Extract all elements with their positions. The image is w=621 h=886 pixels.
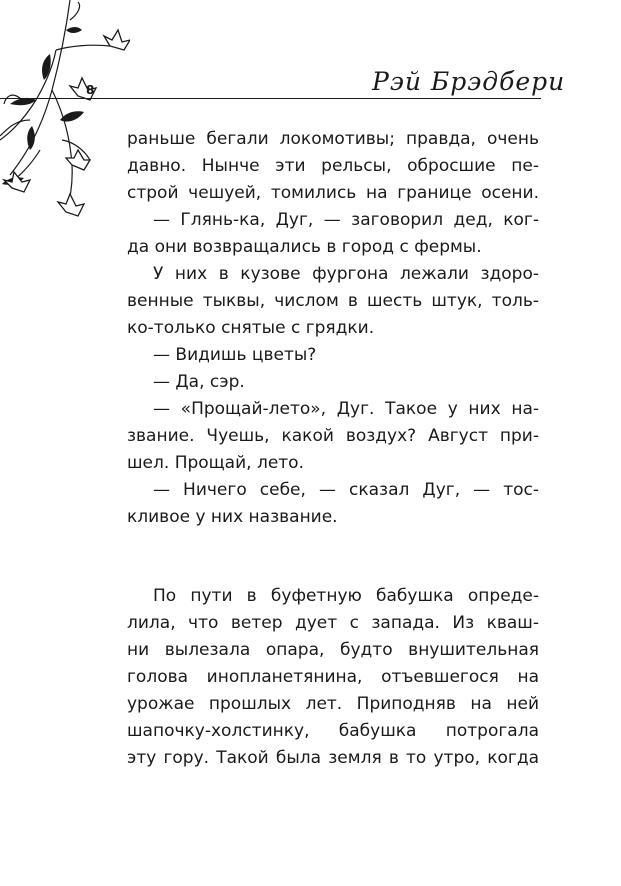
text-line: шапочку-холстинку, бабушка потрогала [127, 721, 539, 741]
text-line: По пути в буфетную бабушка опреде- [153, 586, 539, 606]
text-line: — Ничего себе, — сказал Дуг, — тос- [153, 480, 539, 500]
text-line: — Да, сэр. [153, 372, 245, 392]
text-line: строй чешуей, томились на границе осени. [127, 183, 539, 203]
text-line: У них в кузове фургона лежали здоро- [153, 264, 539, 284]
text-line: ни вылезала опара, будто внушительная [127, 640, 539, 660]
running-head-author: Рэй Брэдбери [372, 67, 566, 96]
text-line: раньше бегали локомотивы; правда, очень [127, 129, 539, 149]
text-line: ко-только снятые с грядки. [127, 318, 375, 338]
text-line: лила, что ветер дует с запада. Из кваш- [127, 613, 539, 633]
text-line: венные тыквы, числом в шесть штук, толь- [127, 291, 539, 311]
page-number: 8 [86, 83, 95, 97]
bellflower-vine-icon [0, 0, 130, 240]
header-rule [0, 98, 541, 99]
text-line: урожае прошлых лет. Приподняв на ней [127, 694, 539, 714]
text-line: давно. Нынче эти рельсы, обросшие пе- [127, 156, 539, 176]
text-line: голова инопланетянина, отъевшегося на [127, 667, 539, 687]
text-line: — Видишь цветы? [153, 345, 317, 365]
body-text [127, 126, 539, 772]
text-line: кливое у них название. [127, 507, 338, 527]
text-line: шел. Прощай, лето. [127, 453, 304, 473]
section-break [127, 531, 539, 583]
text-line: да они возвращались в город с фермы. [127, 237, 482, 257]
text-line: — «Прощай-лето», Дуг. Такое у них на- [153, 399, 539, 419]
text-line: эту гору. Такой была земля в то утро, когда [127, 748, 539, 768]
text-line: звание. Чуешь, какой воздух? Август при- [127, 426, 539, 446]
text-line: — Глянь-ка, Дуг, — заговорил дед, ког- [153, 210, 539, 230]
